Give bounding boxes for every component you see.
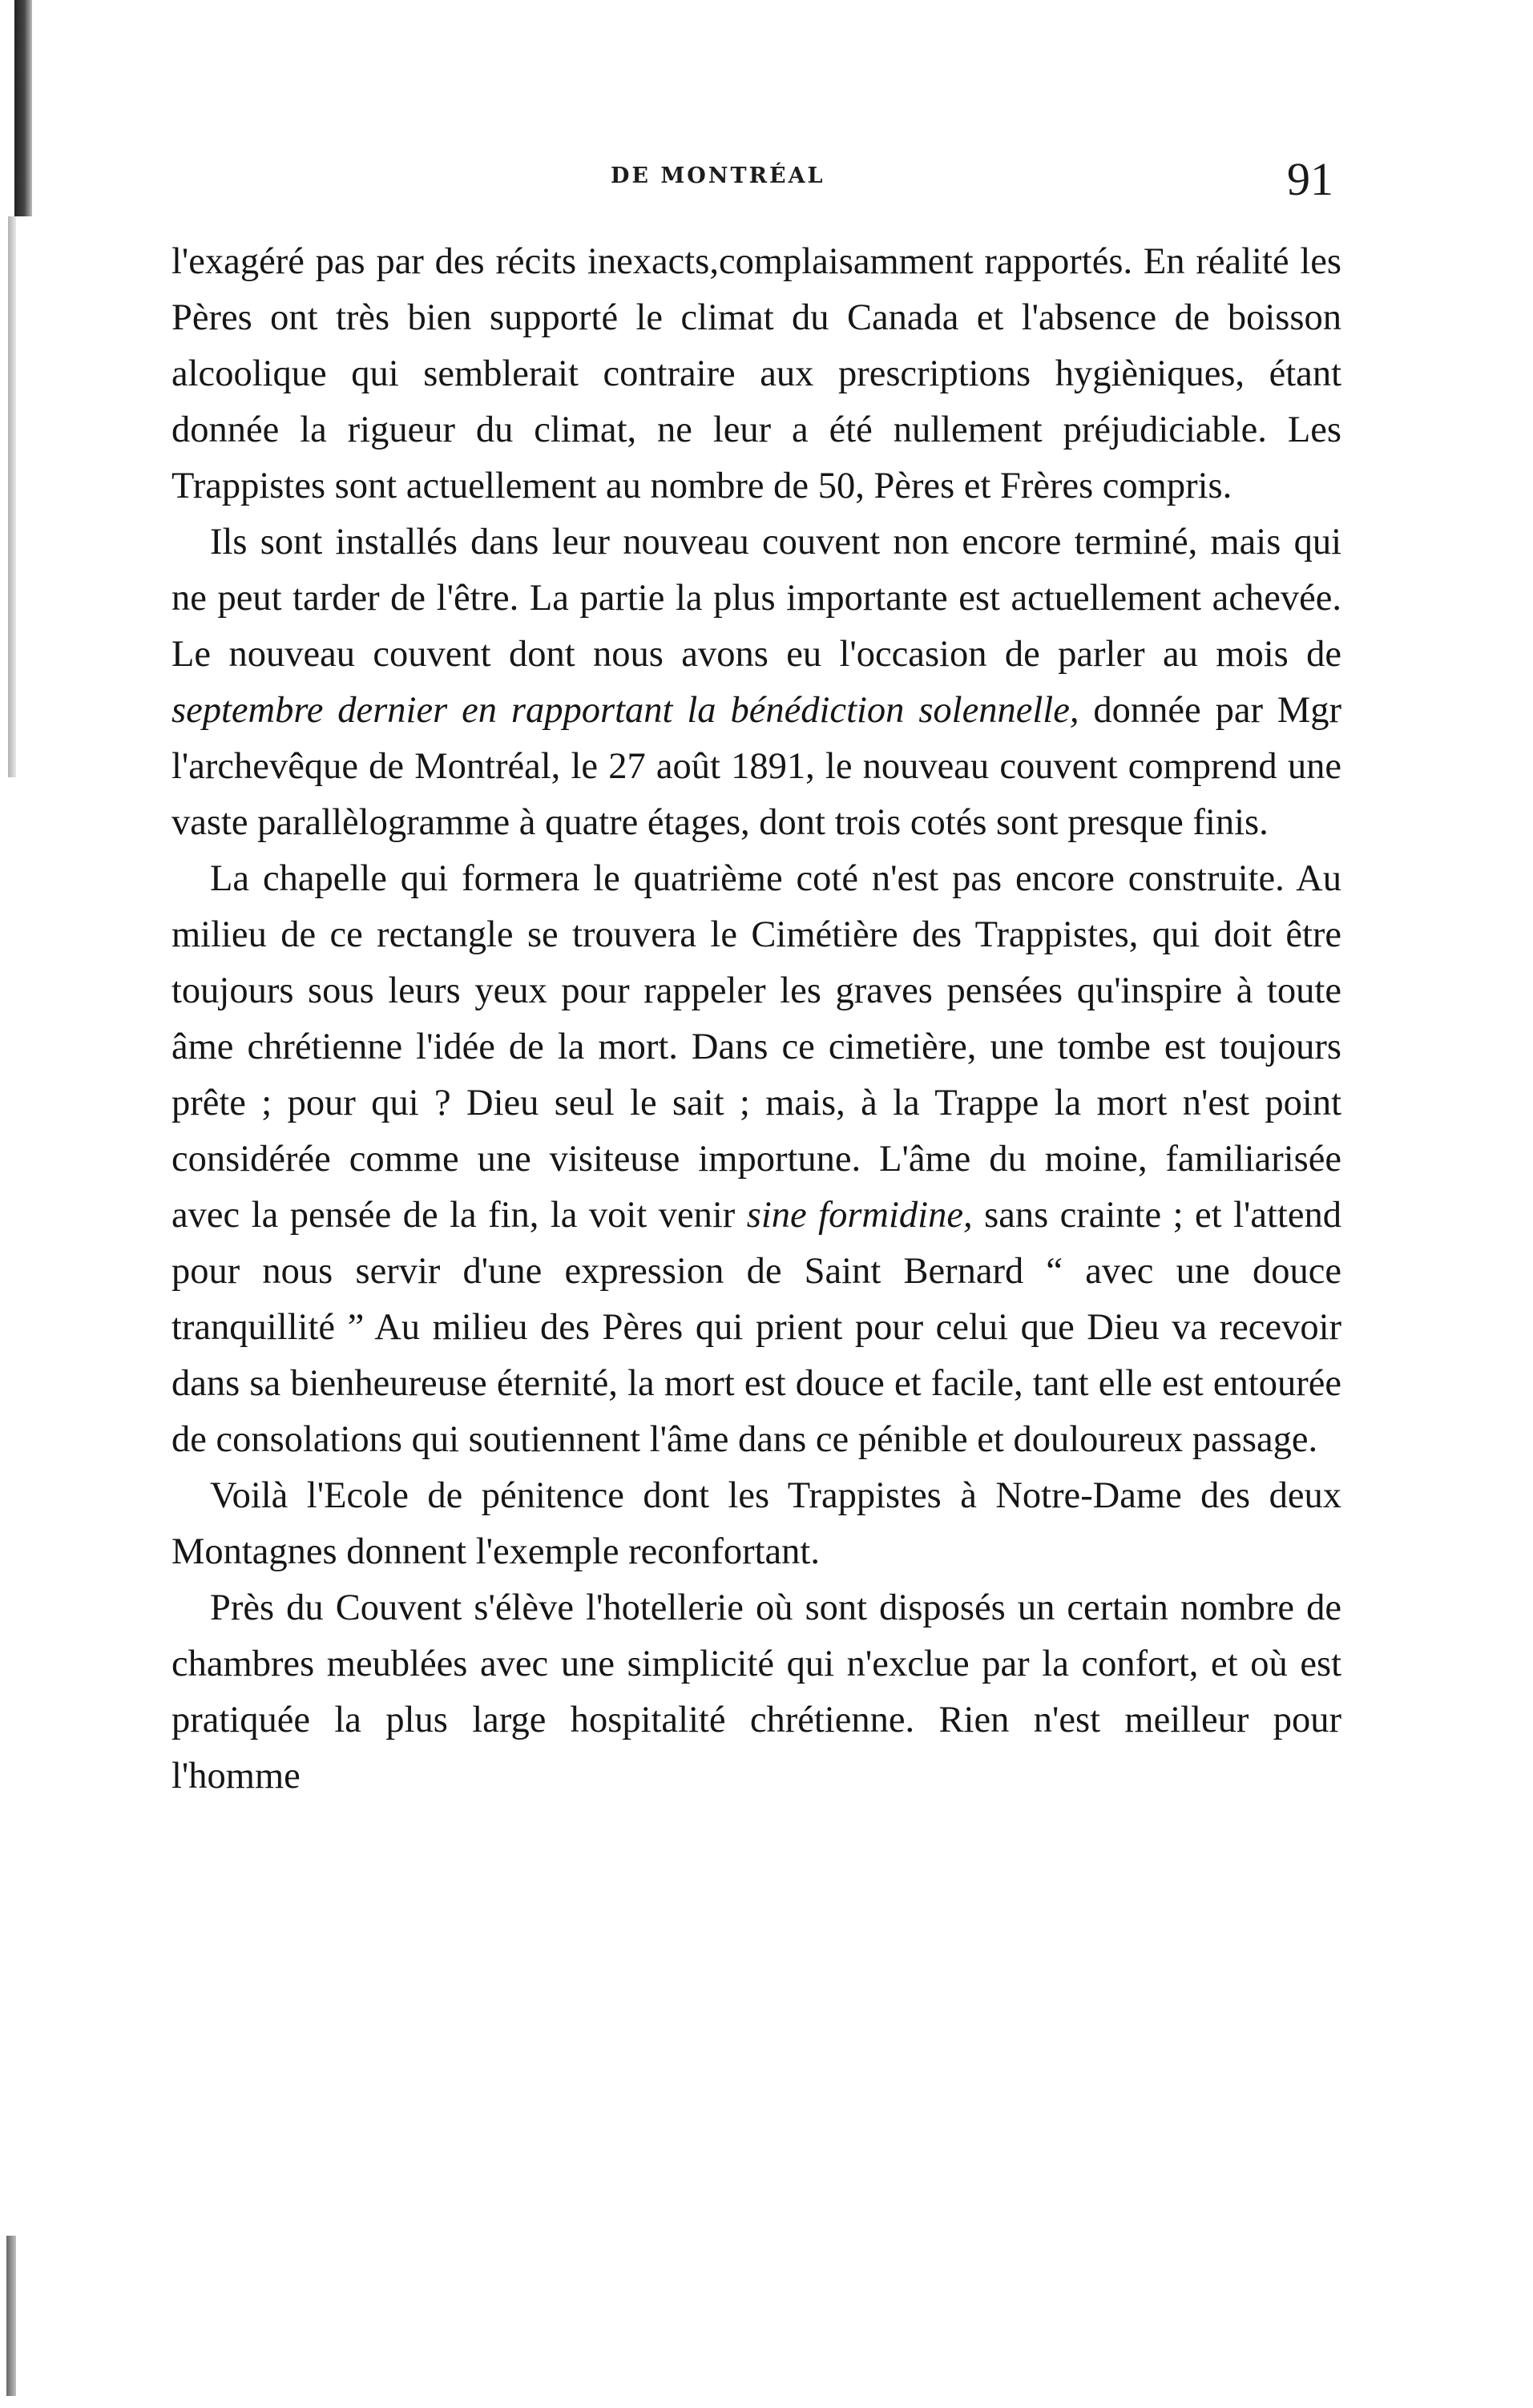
italic-text: septembre dernier en rapportant la bénédiction solennelle, [171, 690, 1079, 731]
page-edge-mark [6, 2236, 16, 2396]
page-edge-shadow [8, 216, 16, 777]
paragraph-text: l'exagéré pas par des récits inexacts,complaisamment rapportés. En réalité les Pères ont très bien supporté le climat du Canada et l'absence de boisson alcoolique qui semblerait contraire aux prescriptions hygièniques, étant donnée la rigueur du climat, ne leur a été nullement préjudiciable. Les Trappistes sont actuellement au nombre de 50, Pères et Frères compris. [171, 241, 1341, 506]
paragraph-text: Près du Couvent s'élève l'hotellerie où sont disposés un certain nombre de chambres meublées avec une simplicité qui n'exclue par la confort, et où est pratiquée la plus large hospitalité chrétienne. Rien n'est meilleur pour l'homme [171, 1587, 1341, 1797]
paragraph-text: donnée par Mgr l'archevêque de Montréal, le 27 août 1891, le nouveau couvent comprend une vaste parallèlogramme à quatre étages, dont trois cotés sont presque finis. [171, 690, 1341, 843]
page-header [171, 153, 1341, 213]
paragraph [171, 1468, 1341, 1580]
body-text [171, 234, 1341, 1805]
page-binding-shadow [14, 0, 32, 216]
paragraph [171, 1580, 1341, 1805]
paragraph [171, 851, 1341, 1468]
italic-text: sine formidine, [746, 1195, 973, 1236]
paragraph-text: sans crainte ; et l'attend pour nous servir d'une expression de Saint Bernard “ avec une douce tranquillité ” Au milieu des Pères qui prient pour celui que Dieu va recevoir dans sa bienheureuse éternité, la mort est douce et facile, tant elle est entourée de consolations qui soutiennent l'âme dans ce pénible et douloureux passage. [171, 1195, 1341, 1460]
paragraph-text: La chapelle qui formera le quatrième coté n'est pas encore construite. Au milieu de ce rectangle se trouvera le Cimétière des Trappistes, qui doit être toujours sous leurs yeux pour rappeler les graves pensées qu'inspire à toute âme chrétienne l'idée de la mort. Dans ce cimetière, une tombe est toujours prête ; pour qui ? Dieu seul le sait ; mais, à la Trappe la mort n'est point considérée comme une visiteuse importune. L'âme du moine, familiarisée avec la pensée de la fin, la voit venir [171, 858, 1341, 1236]
paragraph [171, 514, 1341, 851]
page-number: 91 [1287, 153, 1333, 205]
paragraph [171, 234, 1341, 514]
paragraph-text: Voilà l'Ecole de pénitence dont les Trappistes à Notre-Dame des deux Montagnes donnent l'exemple reconfortant. [171, 1475, 1341, 1572]
paragraph-text: Ils sont installés dans leur nouveau couvent non encore terminé, mais qui ne peut tarder de l'être. La partie la plus importante est actuellement achevée. Le nouveau couvent dont nous avons eu l'occasion de parler au mois de [171, 522, 1341, 675]
running-head: DE MONTRÉAL [611, 163, 825, 188]
